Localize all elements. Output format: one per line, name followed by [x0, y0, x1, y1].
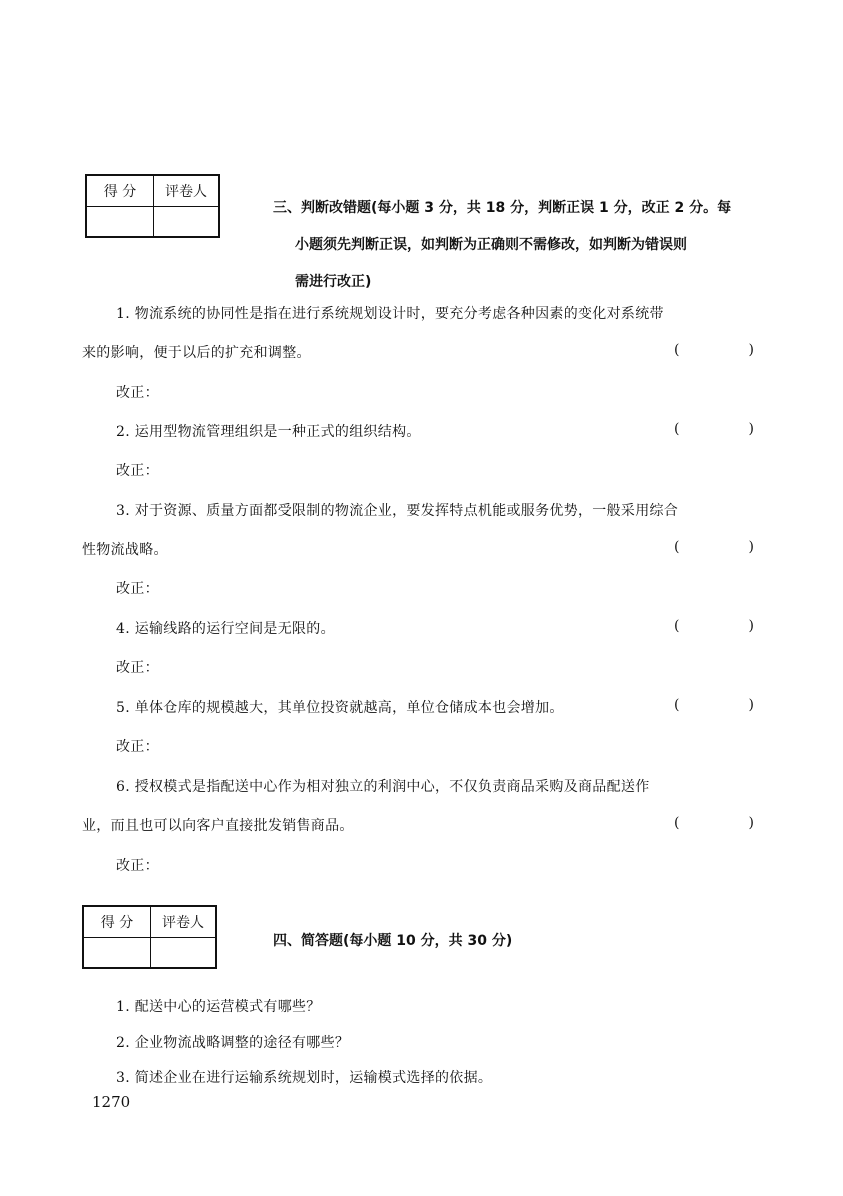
question-4-line1: 4. 运输线路的运行空间是无限的。 — [116, 621, 335, 637]
grader-label: 评卷人 — [151, 906, 217, 938]
section3-title — [273, 190, 768, 301]
score-field[interactable] — [83, 938, 151, 969]
page-number: 1270 — [92, 1093, 131, 1111]
grader-label: 评卷人 — [154, 175, 220, 207]
grader-field[interactable] — [151, 938, 217, 969]
question-3-line1: 3. 对于资源、质量方面都受限制的物流企业，要发挥特点机能或服务优势，一般采用综合 — [116, 503, 679, 519]
score-box-section3 — [85, 174, 220, 238]
question-1-line1: 1. 物流系统的协同性是指在进行系统规划设计时，要充分考虑各种因素的变化对系统带 — [116, 306, 664, 322]
score-field[interactable] — [86, 207, 154, 238]
question-3-line2: 性物流战略。 — [82, 542, 168, 558]
correction-label-1: 改正： — [116, 385, 159, 401]
section3-title-line1: 三、判断改错题(每小题 3 分，共 18 分，判断正误 1 分，改正 2 分。每 — [273, 200, 732, 216]
question-1-line2: 来的影响，便于以后的扩充和调整。 — [82, 345, 311, 361]
question-2-line1: 2. 运用型物流管理组织是一种正式的组织结构。 — [116, 424, 421, 440]
grader-field[interactable] — [154, 207, 220, 238]
correction-label-3: 改正： — [116, 581, 159, 597]
correction-label-4: 改正： — [116, 660, 159, 676]
question-6-line2: 业，而且也可以向客户直接批发销售商品。 — [82, 818, 354, 834]
short-answer-1: 1. 配送中心的运营模式有哪些？ — [116, 999, 321, 1015]
score-box-section4 — [82, 905, 217, 969]
correction-label-2: 改正： — [116, 463, 159, 479]
correction-label-6: 改正： — [116, 858, 159, 874]
score-label: 得 分 — [83, 906, 151, 938]
question-6-line1: 6. 授权模式是指配送中心作为相对独立的利润中心，不仅负责商品采购及商品配送作 — [116, 779, 650, 795]
section3-title-line2: 小题须先判断正误，如判断为正确则不需修改，如判断为错误则 — [295, 237, 687, 253]
question-5-line1: 5. 单体仓库的规模越大，其单位投资就越高，单位仓储成本也会增加。 — [116, 700, 564, 716]
exam-page: 得 分 评卷人 三、判断改错题(每小题 3 分，共 18 分，判断正误 1 分，改正 2 分。每 小题须先判断正误，如判断为正确则不需修改，如判断为错误则 需进行改正) 1. 物流系统的协同性是指在进行系统规划设计时，要充分考虑各种因素的变化对系统带 来的影响，便于以后的扩充和调整。 ( ) 改正： 2. 运用型物流管理组织是一种正式的组织结构。 ( ) 改正： 3. 对于资源、质量方面都受限制的物流企业，要发挥特点机能或服务优势，一般采用综合 性物流战略。 ( ) 改正： 4. 运输线路的运行空间是无限的。 ( ) 改正： 5. 单体仓库的规模越大，其单位投资就越高，单位仓储成本也会增加。 ( ) 改正： 6. 授权模式是指配送中心作为相对独立的利润中心，不仅负责商品采购及商品配送作 业，而且也可以向客户直接批发销售商品。 ( ) 改正： 得 分 评卷人 四、简答题(每小题 10 分，共 30 分) 1. 配送中心的运营模式有哪些？ 2. 企业物流战略调整的途径有哪些？ 3. 简述企业在进行运输系统规划时，运输模式选择的依据。 1270 — [0, 0, 843, 1196]
correction-label-5: 改正： — [116, 739, 159, 755]
section4-title: 四、简答题(每小题 10 分，共 30 分) — [273, 933, 513, 949]
score-label: 得 分 — [86, 175, 154, 207]
short-answer-2: 2. 企业物流战略调整的途径有哪些？ — [116, 1035, 350, 1051]
short-answer-3: 3. 简述企业在进行运输系统规划时，运输模式选择的依据。 — [116, 1070, 493, 1086]
section3-title-line3: 需进行改正) — [295, 274, 372, 290]
